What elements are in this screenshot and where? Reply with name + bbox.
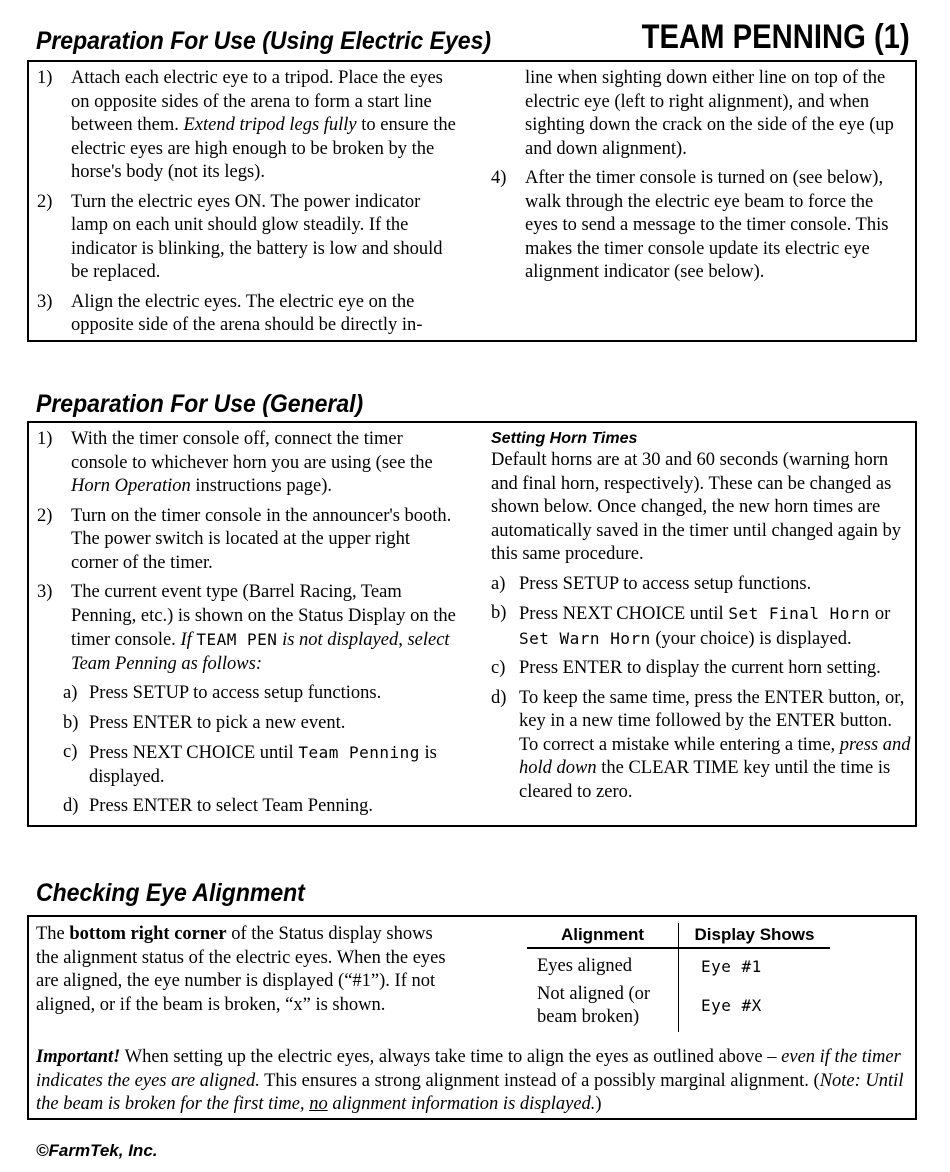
item-emphasis: If bbox=[180, 630, 197, 650]
item-number: 3) bbox=[37, 582, 53, 602]
step-text: the CLEAR TIME key until the time is cleared to zero. bbox=[519, 758, 891, 802]
table-row bbox=[527, 981, 830, 1032]
note-emphasis: alignment information is displayed. bbox=[327, 1094, 596, 1114]
item-number: 1) bbox=[37, 429, 53, 449]
cell-alignment: Not aligned (or beam broken) bbox=[537, 983, 651, 1027]
cell-display: Eye #1 bbox=[679, 948, 831, 981]
sub-item bbox=[63, 682, 457, 706]
cell-alignment: Eyes aligned bbox=[537, 956, 633, 976]
item-number: 3) bbox=[37, 291, 53, 312]
step-emphasis: press and hold down bbox=[519, 734, 911, 778]
item-text: With the timer console off, connect the timer console to whichever horn you are using (see the bbox=[71, 429, 433, 473]
item-emphasis: Horn Operation bbox=[71, 476, 191, 496]
list-item bbox=[37, 291, 457, 338]
sub-item-letter: a) bbox=[63, 683, 78, 703]
note-text: ) bbox=[595, 1094, 602, 1114]
general-box bbox=[27, 421, 917, 827]
item-text: line when sighting down either line on top of the electric eye (left to right alignment), and when sighting down the crack on the side of the eye (up and down alignment). bbox=[525, 68, 894, 159]
electric-eyes-left-column bbox=[37, 67, 457, 344]
item-text: The current event type (Barrel Racing, Team Penning, etc.) is shown on the Status Display on the timer console. bbox=[71, 582, 456, 650]
item-text: Turn on the timer console in the announcer's booth. The power switch is located at the upper right corner of the timer. bbox=[71, 505, 452, 573]
sub-item bbox=[63, 712, 457, 736]
list-item bbox=[37, 505, 457, 576]
step-text: To keep the same time, press the ENTER button, or, key in a new time followed by the ENTER button. To correct a mistake while entering a time, bbox=[519, 687, 905, 755]
alignment-paragraph bbox=[36, 923, 446, 1017]
cell-display: Eye #X bbox=[679, 981, 831, 1032]
electric-eyes-box bbox=[27, 60, 917, 342]
step-text: Press ENTER to display the current horn setting. bbox=[519, 658, 881, 678]
step-text: (your choice) is displayed. bbox=[650, 628, 852, 649]
item-emphasis: is not displayed, select Team Penning as follows: bbox=[71, 630, 450, 674]
item-text: Turn the electric eyes ON. The power indicator lamp on each unit should glow steadily. If the indicator is blinking, the battery is low and should be replaced. bbox=[71, 191, 443, 282]
note-underlined: no bbox=[309, 1094, 328, 1114]
paragraph-text: The bbox=[36, 924, 70, 944]
horn-step bbox=[491, 657, 911, 681]
page-title: TEAM PENNING (1) bbox=[641, 18, 910, 56]
display-text: Set Final Horn bbox=[728, 604, 871, 623]
sub-item-text: is displayed. bbox=[89, 743, 437, 787]
step-text: Press NEXT CHOICE until bbox=[519, 604, 729, 624]
list-item bbox=[37, 581, 457, 819]
paragraph-bold: bottom right corner bbox=[69, 924, 227, 944]
item-text: After the timer console is turned on (see below), walk through the electric eye beam to force the eyes to send a message to the timer console. This makes the timer console update its electric eye alignment indicator (see below). bbox=[525, 168, 889, 282]
note-text: When setting up the electric eyes, always take time to align the eyes as outlined above – bbox=[120, 1047, 782, 1067]
step-letter: c) bbox=[491, 658, 506, 678]
list-item bbox=[37, 191, 457, 285]
item-number: 2) bbox=[37, 505, 53, 526]
sub-item-text: Press ENTER to pick a new event. bbox=[89, 712, 346, 733]
horn-times-column bbox=[491, 429, 911, 810]
sub-item bbox=[63, 795, 457, 819]
copyright-footer: ©FarmTek, Inc. bbox=[36, 1141, 158, 1160]
important-label: Important! bbox=[36, 1047, 121, 1067]
step-letter: d) bbox=[491, 687, 507, 708]
horn-times-intro: Default horns are at 30 and 60 seconds (warning horn and final horn, respectively). These can be changed as shown below. Once changed, the new horn times are automatically saved in the timer until changed again by this same procedure. bbox=[491, 450, 901, 564]
item-text: instructions page). bbox=[190, 476, 333, 496]
paragraph-text: of the Status display shows the alignment status of the electric eyes. When the eyes are aligned, the eye number is displayed (“#1”). If not aligned, or if the beam is broken, “x” is shown. bbox=[36, 924, 446, 1015]
item-text: Attach each electric eye to a tripod. Place the eyes on opposite sides of the arena to form a start line between them. bbox=[71, 68, 443, 135]
list-item-continued bbox=[491, 67, 906, 161]
display-text: Team Penning bbox=[298, 743, 420, 762]
item-number: 1) bbox=[37, 68, 53, 88]
general-left-column bbox=[37, 428, 457, 825]
sub-item-letter: d) bbox=[63, 796, 79, 816]
list-item bbox=[37, 428, 457, 499]
section-heading-alignment: Checking Eye Alignment bbox=[36, 879, 305, 907]
sub-item bbox=[63, 741, 457, 789]
horn-step bbox=[491, 573, 911, 597]
alignment-table bbox=[527, 923, 830, 1032]
list-item bbox=[37, 67, 457, 185]
section-heading-electric-eyes: Preparation For Use (Using Electric Eyes) bbox=[36, 27, 492, 55]
section-heading-general: Preparation For Use (General) bbox=[36, 390, 364, 418]
sub-item-letter: b) bbox=[63, 712, 79, 733]
item-emphasis: Extend tripod legs fully bbox=[183, 115, 357, 135]
step-text: or bbox=[870, 604, 891, 624]
horn-step bbox=[491, 602, 911, 651]
item-text: to ensure the electric eyes are high enough to be broken by the horse's body (not its legs). bbox=[71, 115, 456, 182]
column-header-alignment: Alignment bbox=[527, 923, 679, 948]
step-letter: a) bbox=[491, 573, 506, 594]
electric-eyes-right-column bbox=[491, 67, 906, 291]
step-text: Press SETUP to access setup functions. bbox=[519, 573, 812, 594]
item-number: 2) bbox=[37, 191, 53, 212]
item-text: Align the electric eyes. The electric eye on the opposite side of the arena should be directly in- bbox=[71, 291, 423, 335]
sub-item-letter: c) bbox=[63, 742, 78, 762]
note-text: This ensures a strong alignment instead of a possibly marginal alignment. ( bbox=[259, 1070, 820, 1091]
horn-step bbox=[491, 687, 911, 805]
note-emphasis: even if the timer indicates the eyes are aligned. bbox=[36, 1047, 901, 1091]
horn-times-heading: Setting Horn Times bbox=[491, 430, 638, 447]
column-header-display: Display Shows bbox=[679, 923, 831, 948]
display-text: TEAM PEN bbox=[196, 630, 278, 649]
alignment-box bbox=[27, 915, 917, 1120]
sub-item-text: Press NEXT CHOICE until bbox=[89, 743, 299, 763]
important-note bbox=[36, 1046, 910, 1117]
sub-item-text: Press ENTER to select Team Penning. bbox=[89, 796, 374, 816]
item-number: 4) bbox=[491, 168, 507, 188]
sub-item-text: Press SETUP to access setup functions. bbox=[89, 683, 382, 703]
note-emphasis: Note: Until the beam is broken for the first time, bbox=[36, 1070, 904, 1114]
list-item bbox=[491, 167, 906, 285]
sub-list bbox=[63, 682, 457, 819]
table-row bbox=[527, 948, 830, 981]
display-text: Set Warn Horn bbox=[519, 628, 651, 648]
step-letter: b) bbox=[491, 603, 507, 623]
